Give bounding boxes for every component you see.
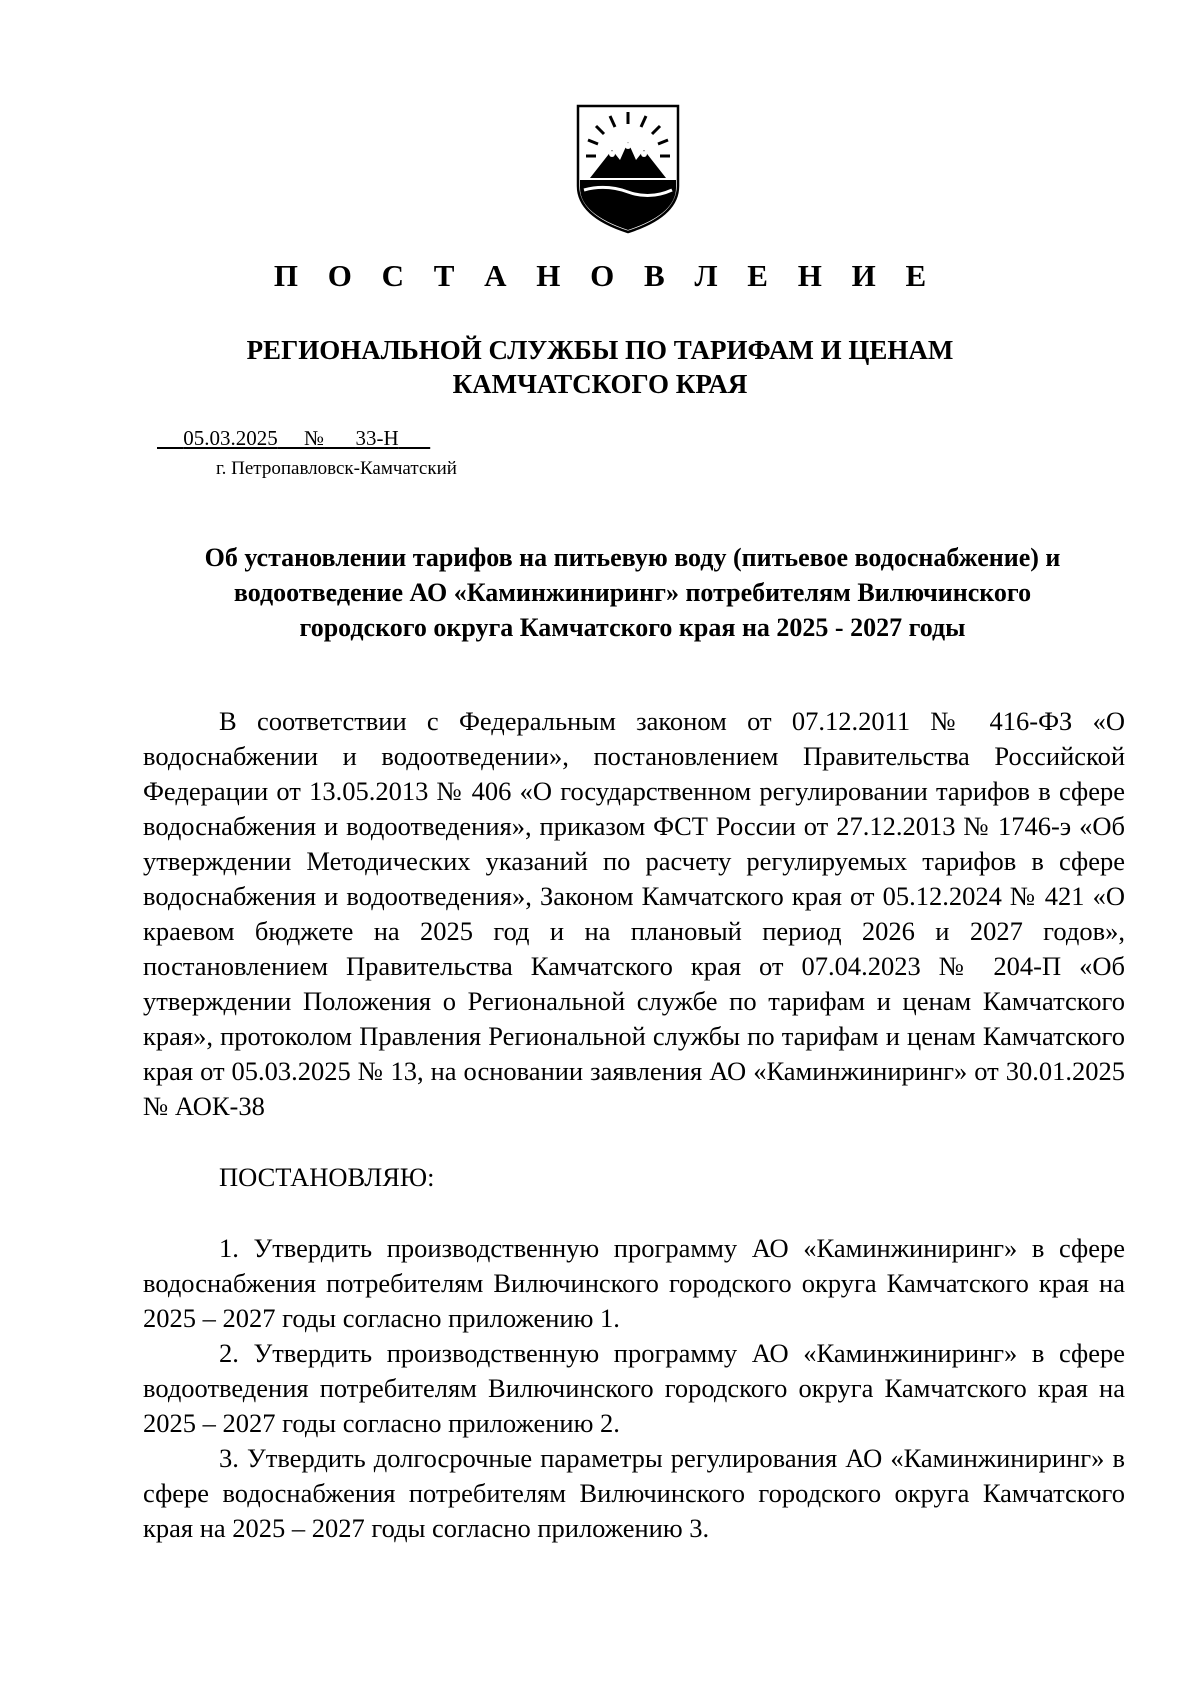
document-date: 05.03.2025 [183, 426, 278, 450]
number-sign: № [304, 426, 325, 450]
issuer-line-2: КАМЧАТСКОГО КРАЯ [452, 369, 748, 399]
coat-of-arms-icon [576, 104, 680, 234]
number-field-underline [324, 426, 430, 450]
issuer-heading [0, 333, 1200, 401]
document-type-heading: П О С Т А Н О В Л Е Н И Е [273, 258, 938, 293]
document-number: 33-Н [355, 426, 399, 450]
resolution-items [143, 1231, 1125, 1546]
document-title [140, 540, 1125, 645]
city-line: г. Петропавловск-Камчатский [216, 458, 457, 479]
issuer-line-1: РЕГИОНАЛЬНОЙ СЛУЖБЫ ПО ТАРИФАМ И ЦЕНАМ [246, 335, 954, 365]
title-line-1: Об установлении тарифов на питьевую воду (питьевое водоснабжение) и [204, 543, 1061, 572]
title-line-3: городского округа Камчатского края на 2025 - 2027 годы [299, 613, 966, 642]
resolution-item-3: 3. Утвердить долгосрочные параметры регулирования АО «Каминжиниринг» в сфере водоснабжения потребителям Вилючинского городского округа Камчатского края на 2025 – 2027 годы согласно приложению 3. [143, 1443, 1125, 1543]
date-number-line [157, 425, 430, 451]
date-field-underline [157, 426, 304, 450]
title-line-2: водоотведение АО «Каминжиниринг» потребителям Вилючинского [233, 578, 1032, 607]
resolution-item-1: 1. Утвердить производственную программу АО «Каминжиниринг» в сфере водоснабжения потребителям Вилючинского городского округа Камчатского края на 2025 – 2027 годы согласно приложению 1. [143, 1233, 1125, 1333]
resolve-heading: ПОСТАНОВЛЯЮ: [219, 1162, 435, 1192]
preamble-paragraph: В соответствии с Федеральным законом от 07.12.2011 № 416-ФЗ «О водоснабжении и водоотведении», постановлением Правительства Российской Федерации от 13.05.2013 № 406 «О государственном регулировании тарифов в сфере водоснабжения и водоотведения», приказом ФСТ России от 27.12.2013 № 1746-э «Об утверждении Методических указаний по расчету регулируемых тарифов в сфере водоснабжения и водоотведения», Законом Камчатского края от 05.12.2024 № 421 «О краевом бюджете на 2025 год и на плановый период 2026 и 2027 годов», постановлением Правительства Камчатского края от 07.04.2023 № 204-П «Об утверждении Положения о Региональной службе по тарифам и ценам Камчатского края», протоколом Правления Региональной службы по тарифам и ценам Камчатского края от 05.03.2025 № 13, на основании заявления АО «Каминжиниринг» от 30.01.2025 № АОК-38 [143, 706, 1125, 1121]
resolution-item-2: 2. Утвердить производственную программу АО «Каминжиниринг» в сфере водоотведения потребителям Вилючинского городского округа Камчатского края на 2025 – 2027 годы согласно приложению 2. [143, 1338, 1125, 1438]
kamchatka-emblem-icon [576, 104, 680, 234]
